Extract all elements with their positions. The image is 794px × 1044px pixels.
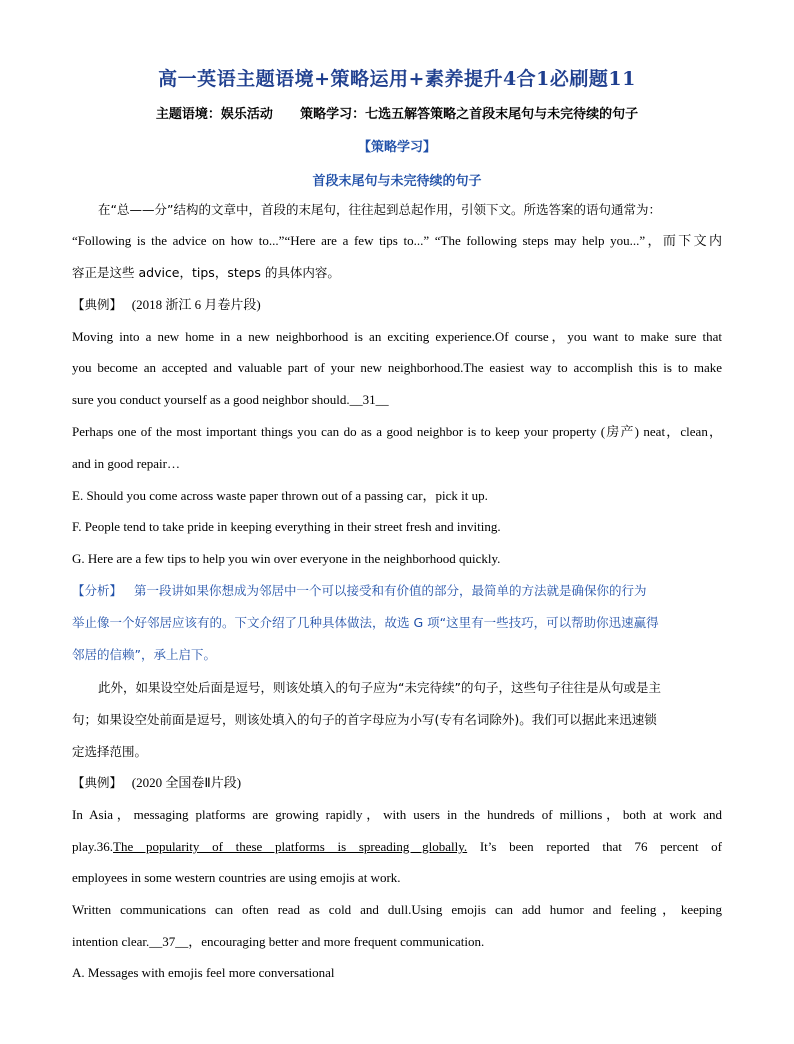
theme-context: 主题语境：娱乐活动 <box>155 107 273 122</box>
document-title: 高一英语主题语境+策略运用+素养提升4合1必刷题11 <box>158 68 636 90</box>
example-2-header <box>72 774 722 792</box>
example-label: 【典例】 <box>72 297 123 312</box>
example-source: (2018 浙江 6 月卷片段) <box>131 297 261 312</box>
answer-blank-37: __37__ <box>149 934 189 949</box>
analysis-line-2: 举止像一个好邻居应该有的。下文介绍了几种具体做法，故选 G 项“这里有一些技巧，可以帮助你迅速赢得 <box>72 615 659 630</box>
note-line-2: 句；如果设空处前面是逗号，则该处填入的句子的首字母应为小写(专有名词除外)。我们可以据此来迅速锁 <box>72 712 657 727</box>
section-heading: 首段末尾句与未完待续的句子 <box>312 174 482 189</box>
analysis-label: 【分析】 <box>72 583 123 598</box>
passage-1-line-3 <box>72 391 722 409</box>
passage-2-line-4: Written communications can often read as cold and dull.Using emojis can add humor and feeling，keeping <box>72 902 722 917</box>
passage-2-line-3: employees in some western countries are using emojis at work. <box>72 870 401 885</box>
document-subtitle <box>0 103 794 122</box>
option-e: E. Should you come across waste paper thrown out of a passing car，pick it up. <box>72 488 488 503</box>
section-tag: 【策略学习】 <box>357 140 436 155</box>
question-number: play.36. <box>72 839 114 854</box>
analysis-line-1 <box>72 582 722 600</box>
option-g: G. Here are a few tips to help you win over everyone in the neighborhood quickly. <box>72 551 501 566</box>
passage-text: intention clear. <box>72 934 150 949</box>
strategy-topic: 策略学习：七选五解答策略之首段末尾句与未完待续的句子 <box>300 107 639 122</box>
passage-1-line-5: and in good repair… <box>72 456 180 471</box>
example-source: (2020 全国卷Ⅱ片段) <box>131 775 242 790</box>
intro-line-1: 在“总——分”结构的文章中，首段的末尾句，往往起到总起作用，引领下文。所选答案的语句通常为： <box>98 202 661 217</box>
passage-1-line-1: Moving into a new home in a new neighborhood is an exciting experience.Of course，you want to make sure that <box>72 329 722 344</box>
analysis-line-3: 邻居的信赖”，承上启下。 <box>72 647 216 662</box>
passage-text: ，encouraging better and more frequent communication. <box>188 934 485 949</box>
passage-2-line-2 <box>72 838 722 856</box>
intro-line-3: 容正是这些 advice，tips，steps 的具体内容。 <box>72 265 340 280</box>
analysis-text: 第一段讲如果你想成为邻居中一个可以接受和有价值的部分，最简单的方法就是确保你的行为 <box>133 583 647 598</box>
example-1-header <box>72 296 722 314</box>
note-line-3: 定选择范围。 <box>72 744 148 759</box>
answer-36: The popularity of these platforms is spreading globally. <box>113 839 468 854</box>
passage-text: sure you conduct yourself as a good neighbor should. <box>72 392 350 407</box>
passage-2-line-5 <box>72 933 722 951</box>
passage-1-line-2: you become an accepted and valuable part of your new neighborhood.The easiest way to accomplish this is to make <box>72 360 722 375</box>
answer-blank-31: __31__ <box>349 392 389 407</box>
option-a: A. Messages with emojis feel more conversational <box>72 965 335 980</box>
passage-1-line-4: Perhaps one of the most important things you can do as a good neighbor is to keep your property (房产) neat，clean， <box>72 424 722 439</box>
passage-2-line-1: In Asia，messaging platforms are growing rapidly，with users in the hundreds of millions，both at work and <box>72 807 722 822</box>
option-f: F. People tend to take pride in keeping everything in their street fresh and inviting. <box>72 519 501 534</box>
intro-line-2: “Following is the advice on how to...”“Here are a few tips to...” “The following steps may help you...”，而下文内 <box>72 233 722 248</box>
passage-text: It’s been reported that 76 percent of <box>479 839 723 854</box>
example-label: 【典例】 <box>72 775 123 790</box>
note-line-1: 此外，如果设空处后面是逗号，则该处填入的句子应为“未完待续”的句子，这些句子往往是从句或是主 <box>98 680 661 695</box>
